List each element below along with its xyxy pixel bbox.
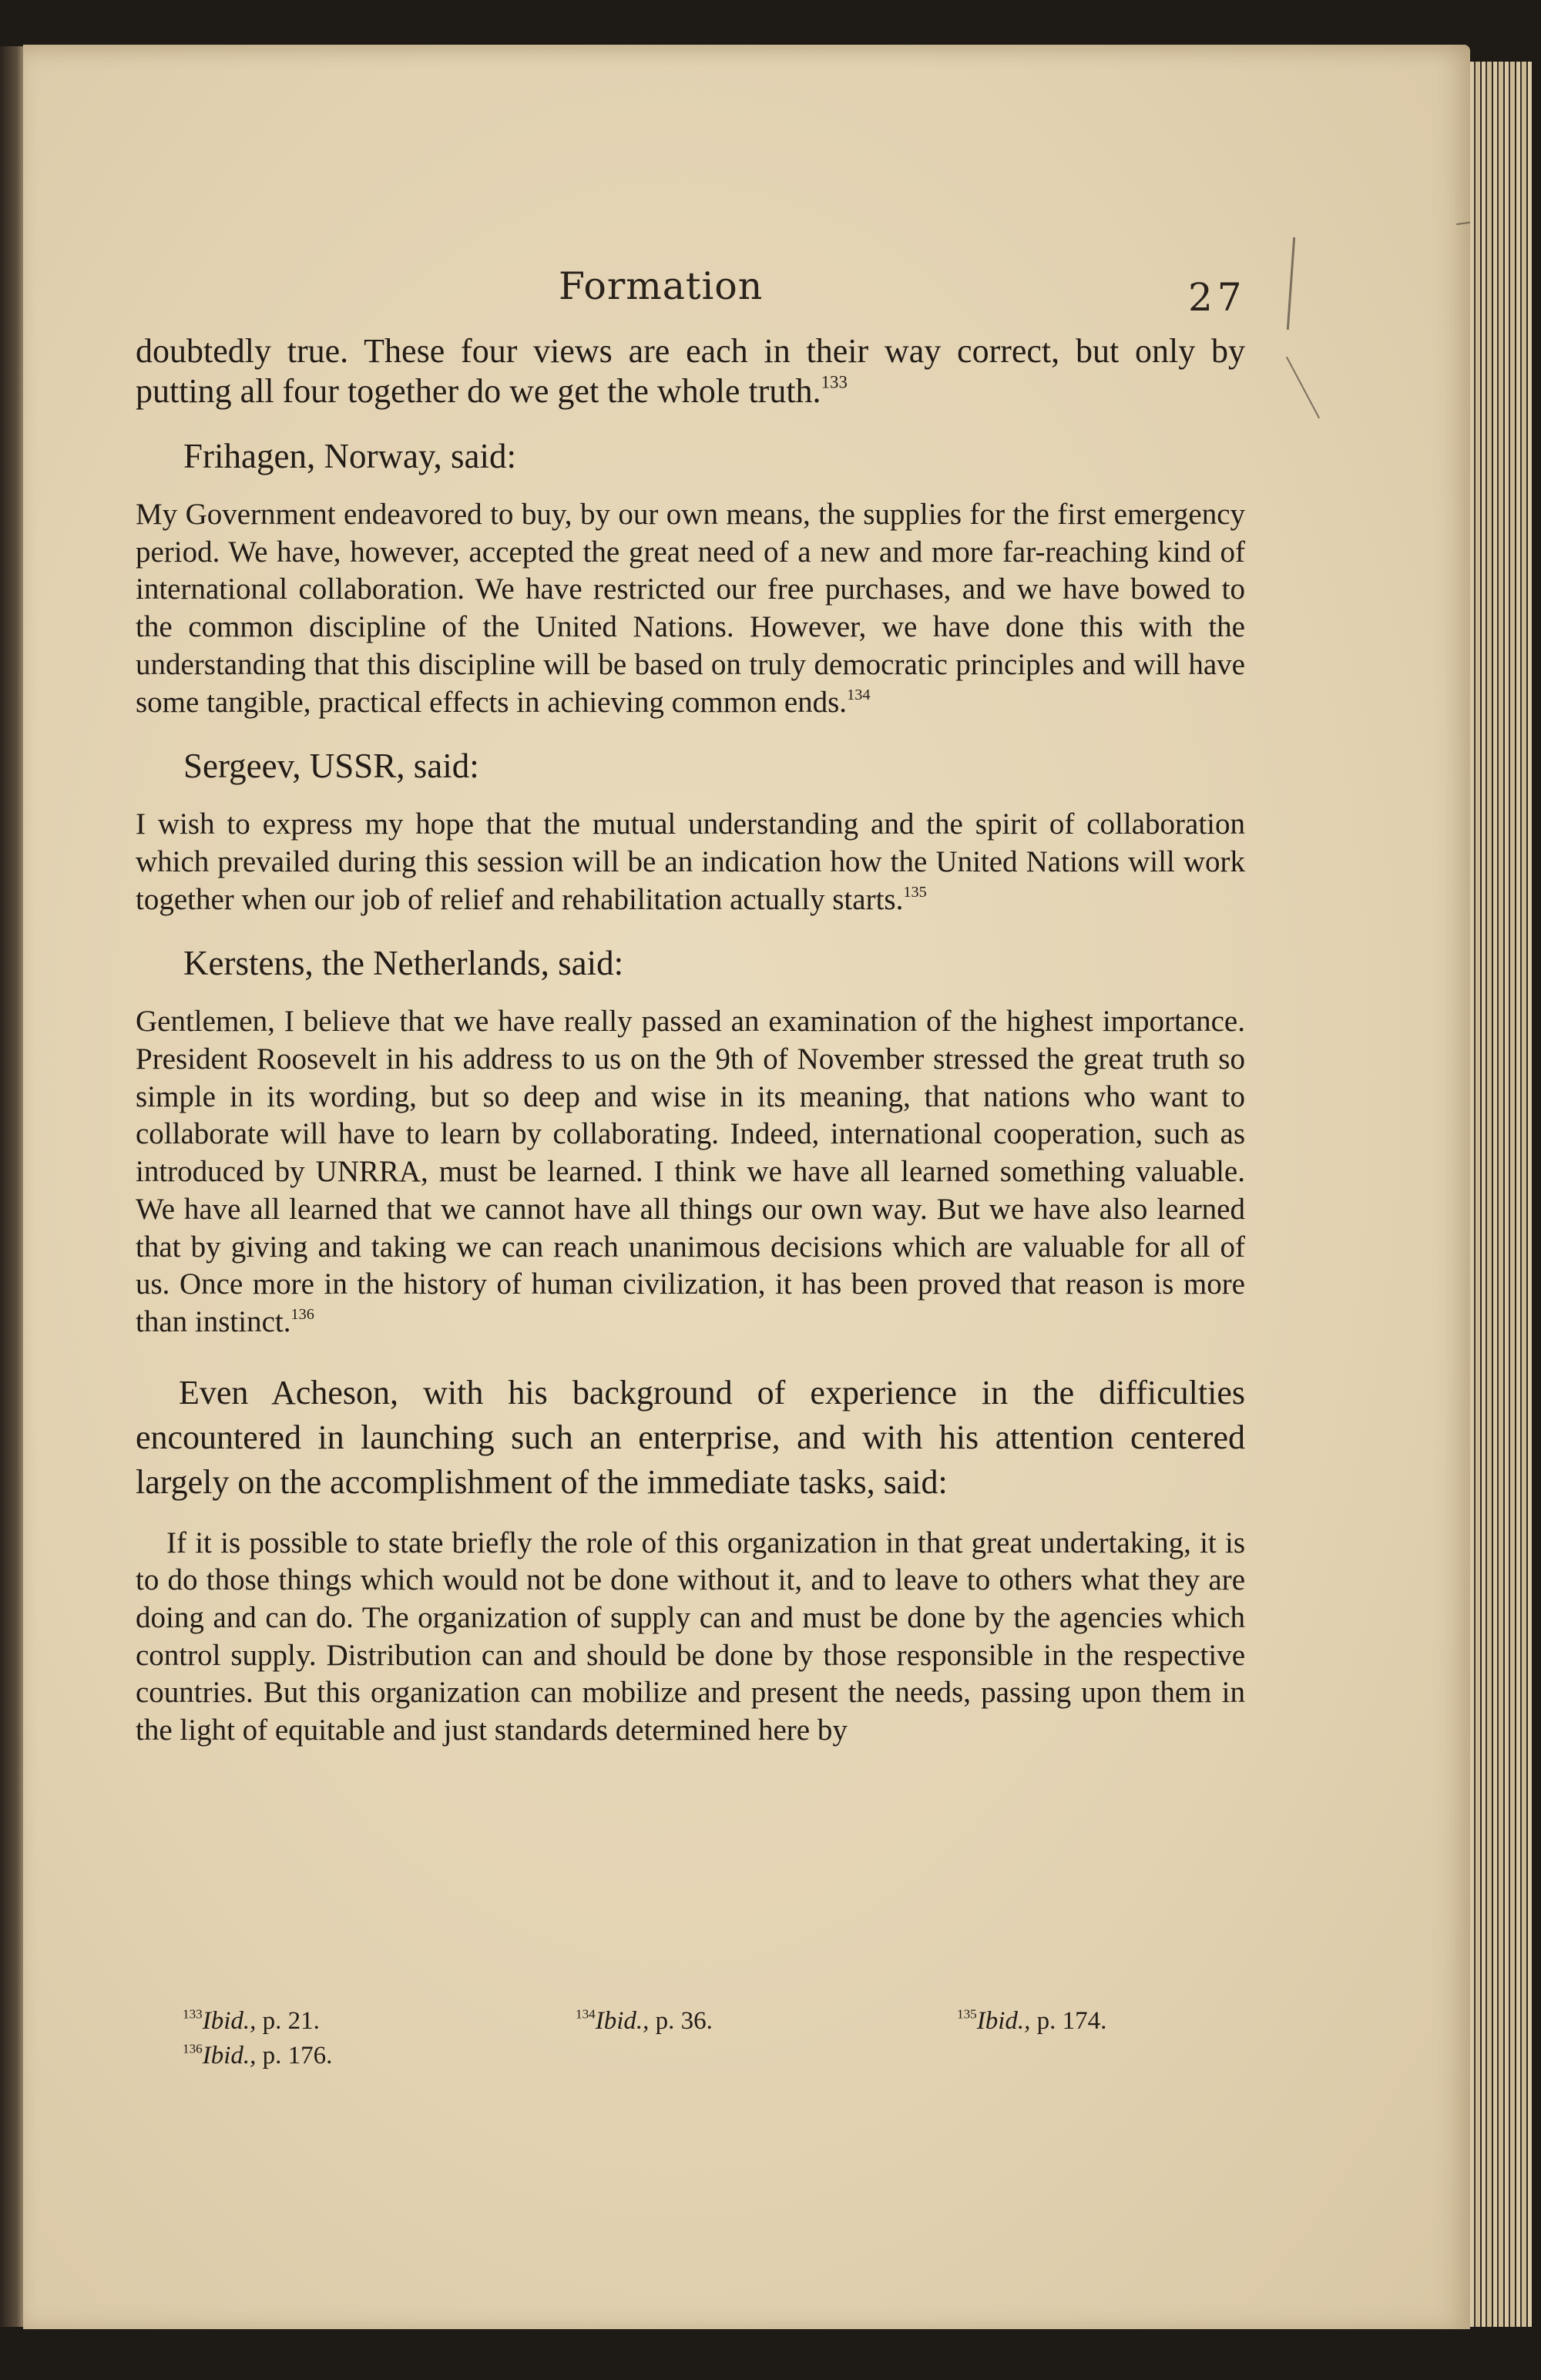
speaker-attribution: Frihagen, Norway, said: — [183, 437, 516, 475]
footnote: $^{135}$Ibid., p. 174. — [957, 2006, 1107, 2035]
footnote: $^{134}$Ibid., p. 36. — [576, 2006, 713, 2035]
block-quote: If it is possible to state briefly the role of this organization in that great undertaking, it is to do those things which would not be done without it, and to leave to others what they are doing and can do. The organization of supply can and must be done by the agencies which control supply. Distribution can and should be done by those responsible in the respective countries. But this organization can mobilize and present the needs, passing upon them in the light of equitable and just standards determined here by — [136, 1526, 1245, 1747]
speaker-attribution: Kerstens, the Netherlands, said: — [183, 944, 624, 983]
page-edges-stack — [1470, 62, 1532, 2327]
block-quote: My Government endeavored to buy, by our own means, the supplies for the first emergency period. We have, however, accepted the great need of a new and more far-reaching kind of international collaboration. We have restricted our free purchases, and we have bowed to the common discipline of the United Nations. However, we have done this with the understanding that this discipline will be based on truly democratic principles and will have some tangible, practical effects in achieving common ends.$^{134}$ — [136, 498, 1245, 719]
page-header — [23, 264, 1470, 318]
running-title: Formation — [559, 264, 764, 308]
block-quote: I wish to express my hope that the mutual understanding and the spirit of collaboration which prevailed during this session will be an indication how the United Nations will work together when our job of relief and rehabilitation actually starts.$^{135}$ — [136, 807, 1245, 916]
paragraph: Even Acheson, with his background of experience in the difficulties encountered in launching such an enterprise, and with his attention centered largely on the accomplishment of the immediate tasks, said: — [136, 1373, 1245, 1501]
footnote-ref: 133 — [821, 372, 848, 392]
footnote-ref: 134 — [847, 686, 871, 703]
footnote-ref: 135 — [903, 883, 927, 901]
footnote-row — [183, 2004, 1184, 2039]
margin-pencil-mark — [1286, 357, 1320, 418]
book-page — [23, 45, 1470, 2329]
footnote: $^{133}$Ibid., p. 21. — [183, 2006, 320, 2035]
footnote: $^{136}$Ibid., p. 176. — [183, 2041, 333, 2069]
footnotes — [183, 2004, 1184, 2073]
paragraph: doubtedly true. These four views are each in their way correct, but only by putting all four together do we get the whole truth.$^{133}$ — [136, 332, 1245, 410]
footnote-row — [183, 2039, 1184, 2073]
footnote-ref: 136 — [290, 1305, 314, 1323]
block-quote: Gentlemen, I believe that we have really passed an examination of the highest importance. President Roosevelt in his address to us on the 9th of November stressed the great truth so simple in its wording, but so deep and wise in its meaning, that nations who want to collaborate will have to learn by collaborating. Indeed, international cooperation, such as introduced by UNRRA, must be learned. I think we have all learned something valuable. We have all learned that we cannot have all things our own way. But we have also learned that by giving and taking we can reach unanimous decisions which are valuable for all of us. Once more in the history of human civilization, it has been proved that reason is more than instinct.$^{136}$ — [136, 1005, 1245, 1338]
body-text — [136, 331, 1245, 1750]
page-number: 27 — [1188, 275, 1247, 320]
speaker-attribution: Sergeev, USSR, said: — [183, 747, 479, 786]
